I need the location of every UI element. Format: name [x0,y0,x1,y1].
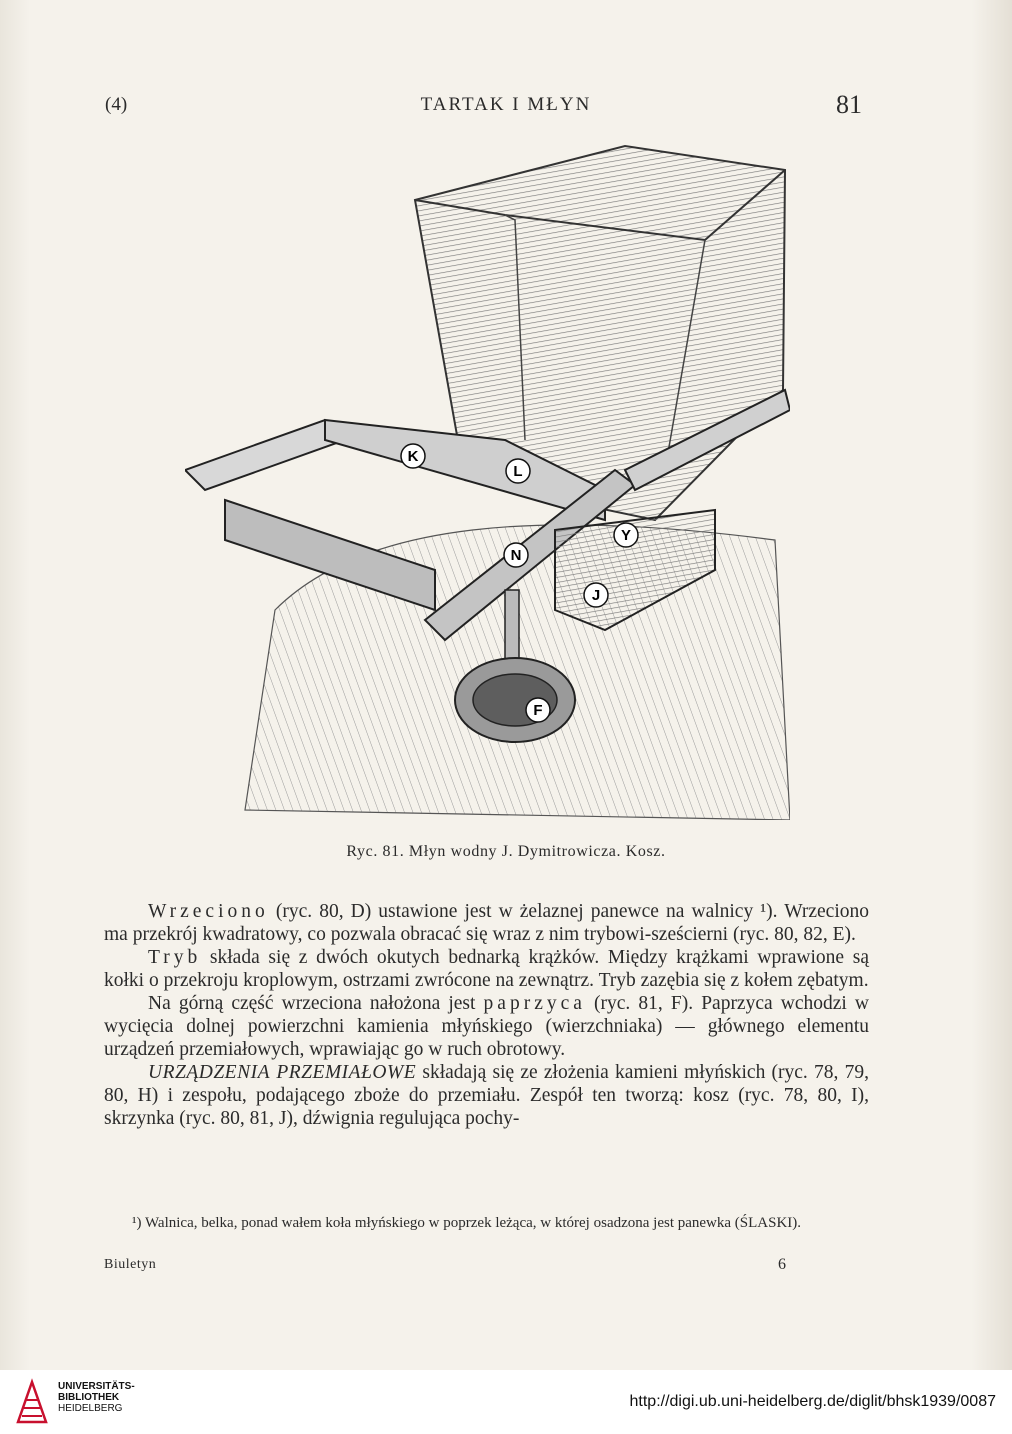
running-header [0,92,1012,122]
footnote: ¹) Walnica, belka, ponad wałem koła młyńskiego w poprzek leżąca, w której osadzona jest panewka (ŚLASKI). [132,1215,802,1231]
svg-text:Y: Y [620,527,632,544]
paragraph-tryb: Tryb składa się z dwóch okutych bednarką krążków. Między krążkami wprawione są kołki o przekroju kroplowym, ostrzami zwrócone na zewnątrz. Tryb zazębia się z kołem zębatym. [104,947,869,991]
page-number: 81 [836,90,862,119]
permalink-url[interactable]: http://digi.ub.uni-heidelberg.de/diglit/bhsk1939/0087 [629,1393,996,1410]
svg-text:F: F [533,702,543,719]
label-F [526,698,550,722]
signature-label: Biuletyn [104,1257,157,1272]
svg-text:L: L [513,463,523,480]
library-logo-text: UNIVERSITÄTS- BIBLIOTHEK HEIDELBERG [58,1381,135,1414]
signature-number: 6 [778,1256,786,1273]
svg-text:N: N [510,547,522,564]
mill-hopper-illustration [185,140,790,820]
label-K [401,444,425,468]
body-text [104,900,869,1130]
frame-beam-left [185,420,345,490]
header-title: TARTAK I MŁYN [420,94,592,115]
paragraph-wrzeciono: Wrzeciono (ryc. 80, D) ustawione jest w żelaznej panewce na walnicy ¹). Wrzeciono ma przekrój kwadratowy, co pozwala obracać się wraz z nim trybowi-sześcierni (ryc. 80, 82, E). [104,901,869,945]
label-N [504,543,528,567]
header-section-number: (4) [105,94,128,115]
svg-text:K: K [407,448,419,465]
paragraph-urzadzenia: URZĄDZENIA PRZEMIAŁOWE składają się ze złożenia kamieni młyńskich (ryc. 78, 79, 80, H) i zespołu, podającego zboże do przemiału. Zespół ten tworzą: kosz (ryc. 78, 80, I), skrzynka (ryc. 80, 81, J), dźwignia regulująca pochy- [104,1062,869,1129]
label-J [584,583,608,607]
svg-text:J: J [591,587,601,604]
figure-caption: Ryc. 81. Młyn wodny J. Dymitrowicza. Kosz. [346,843,666,860]
library-logo-icon [12,1378,52,1424]
label-Y [614,523,638,547]
paragraph-paprzyca: Na górną część wrzeciona nałożona jest paprzyca (ryc. 81, F). Paprzyca wchodzi w wycięcia dolnej powierzchni kamienia młyńskiego (wierzchniaka) — głównego elementu urządzeń przemiałowych, wprawiając go w ruch obrotowy. [104,993,869,1060]
label-L [506,459,530,483]
